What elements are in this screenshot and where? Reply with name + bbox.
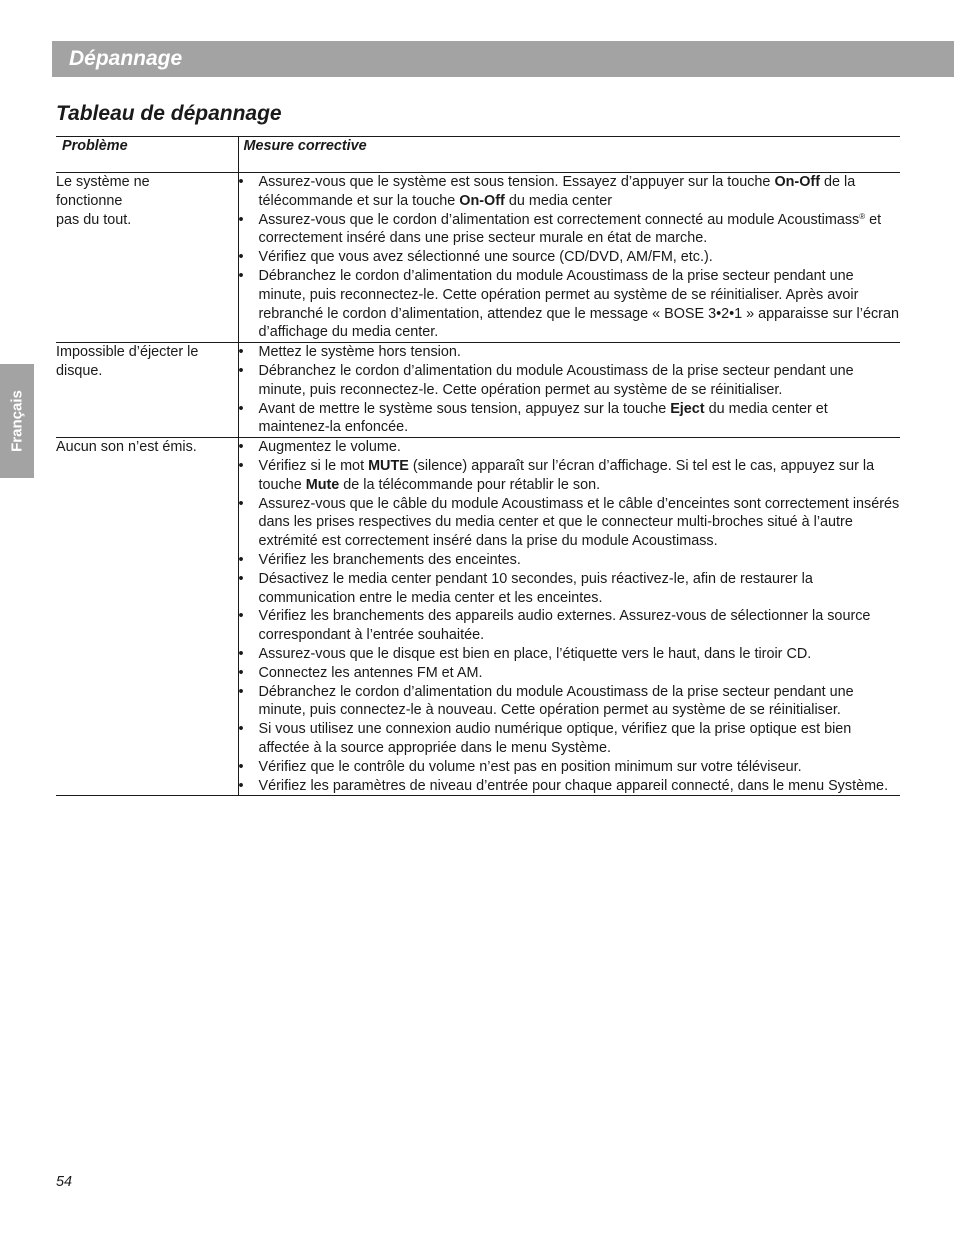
key-label: On-Off: [774, 174, 820, 190]
measure-item: • Avant de mettre le système sous tension, appuyez sur la touche Eject du media center et maintenez-la enfoncée.: [239, 400, 901, 438]
problem-text: Le système ne fonctionne pas du tout.: [56, 174, 150, 228]
problem-cell: [56, 173, 238, 343]
table-row: [56, 343, 900, 438]
trademark-mark: ®: [859, 211, 866, 221]
measure-item: • Vérifiez que vous avez sélectionné une source (CD/DVD, AM/FM, etc.).: [239, 248, 901, 267]
measure-item: • Vérifiez si le mot MUTE (silence) apparaît sur l’écran d’affichage. Si tel est le cas, appuyez sur la touche Mute de la télécommande pour rétablir le son.: [239, 457, 901, 495]
measure-item: • Vérifiez les branchements des enceintes.: [239, 551, 901, 570]
measure-item: • Vérifiez que le contrôle du volume n’est pas en position minimum sur votre téléviseur.: [239, 758, 901, 777]
problem-text: Aucun son n’est émis.: [56, 439, 197, 456]
measure-item: • Mettez le système hors tension.: [239, 343, 901, 362]
troubleshooting-table: [56, 136, 900, 796]
measure-cell: [238, 343, 900, 438]
measure-item: • Assurez-vous que le câble du module Acoustimass et le câble d’enceintes sont correctement insérés dans les prises respectives du media center et que le connecteur multi-broches situé à l’autre extrémité est correctement inséré dans la prise du module Acoustimass.: [239, 495, 901, 551]
measure-item: • Désactivez le media center pendant 10 secondes, puis réactivez-le, afin de restaurer la communication entre le media center et les enceintes.: [239, 570, 901, 608]
measure-item: • Connectez les antennes FM et AM.: [239, 664, 901, 683]
header-title: Dépannage: [69, 47, 183, 70]
measure-item: • Débranchez le cordon d’alimentation du module Acoustimass de la prise secteur pendant une minute, puis reconnectez-le. Cette opération permet au système de se réinitialiser. Après avoir rebranché le cordon d’alimentation, attendez que le message « BOSE 3•2•1 » apparaisse sur l’écran d’affichage du media center.: [239, 267, 901, 342]
measure-item: • Débranchez le cordon d’alimentation du module Acoustimass de la prise secteur pendant une minute, puis reconnectez-le. Cette opération permet au système de se réinitialiser.: [239, 362, 901, 400]
page-number: 54: [56, 1174, 73, 1190]
column-header-measure: Mesure corrective: [243, 138, 367, 154]
measure-item: • Débranchez le cordon d’alimentation du module Acoustimass de la prise secteur pendant une minute, puis connectez-le à nouveau. Cette opération permet au système de se réinitialiser.: [239, 683, 901, 721]
key-label: Mute: [305, 476, 340, 493]
measure-cell: [238, 173, 900, 343]
language-tab: [0, 364, 34, 478]
measure-list: [239, 343, 901, 437]
key-label: On-Off: [459, 192, 505, 209]
problem-cell: [56, 343, 238, 438]
table-header-row: [56, 137, 900, 173]
measure-list: [239, 173, 901, 342]
table-row: [56, 173, 900, 343]
header-bar: [52, 41, 954, 77]
measure-item: • Vérifiez les branchements des appareils audio externes. Assurez-vous de sélectionner la source correspondant à l’entrée souhaitée.: [239, 607, 901, 645]
measure-list: [239, 438, 901, 795]
measure-cell: [238, 438, 900, 796]
measure-item: • Vérifiez les paramètres de niveau d’entrée pour chaque appareil connecté, dans le menu Système.: [239, 777, 901, 796]
table-row: [56, 438, 900, 796]
problem-text: Impossible d’éjecter le disque.: [56, 344, 199, 379]
language-tab-label: Français: [8, 390, 26, 452]
measure-item: • Assurez-vous que le disque est bien en place, l’étiquette vers le haut, dans le tiroir CD.: [239, 645, 901, 664]
key-label: Eject: [670, 400, 705, 417]
section-title: Tableau de dépannage: [56, 102, 282, 125]
measure-item: • Assurez-vous que le cordon d’alimentation est correctement connecté au module Acoustimass® et correctement inséré dans une prise secteur murale en état de marche.: [239, 211, 901, 249]
measure-item: • Augmentez le volume.: [239, 438, 901, 457]
column-header-problem: Problème: [56, 137, 238, 173]
measure-item: • Si vous utilisez une connexion audio numérique optique, vérifiez que la prise optique est bien affectée à la source appropriée dans le menu Système.: [239, 720, 901, 758]
measure-item: • Assurez-vous que le système est sous tension. Essayez d’appuyer sur la touche On-Off de la télécommande et sur la touche On-Off du media center: [239, 173, 901, 211]
problem-cell: [56, 438, 238, 796]
key-label: MUTE: [368, 457, 409, 474]
